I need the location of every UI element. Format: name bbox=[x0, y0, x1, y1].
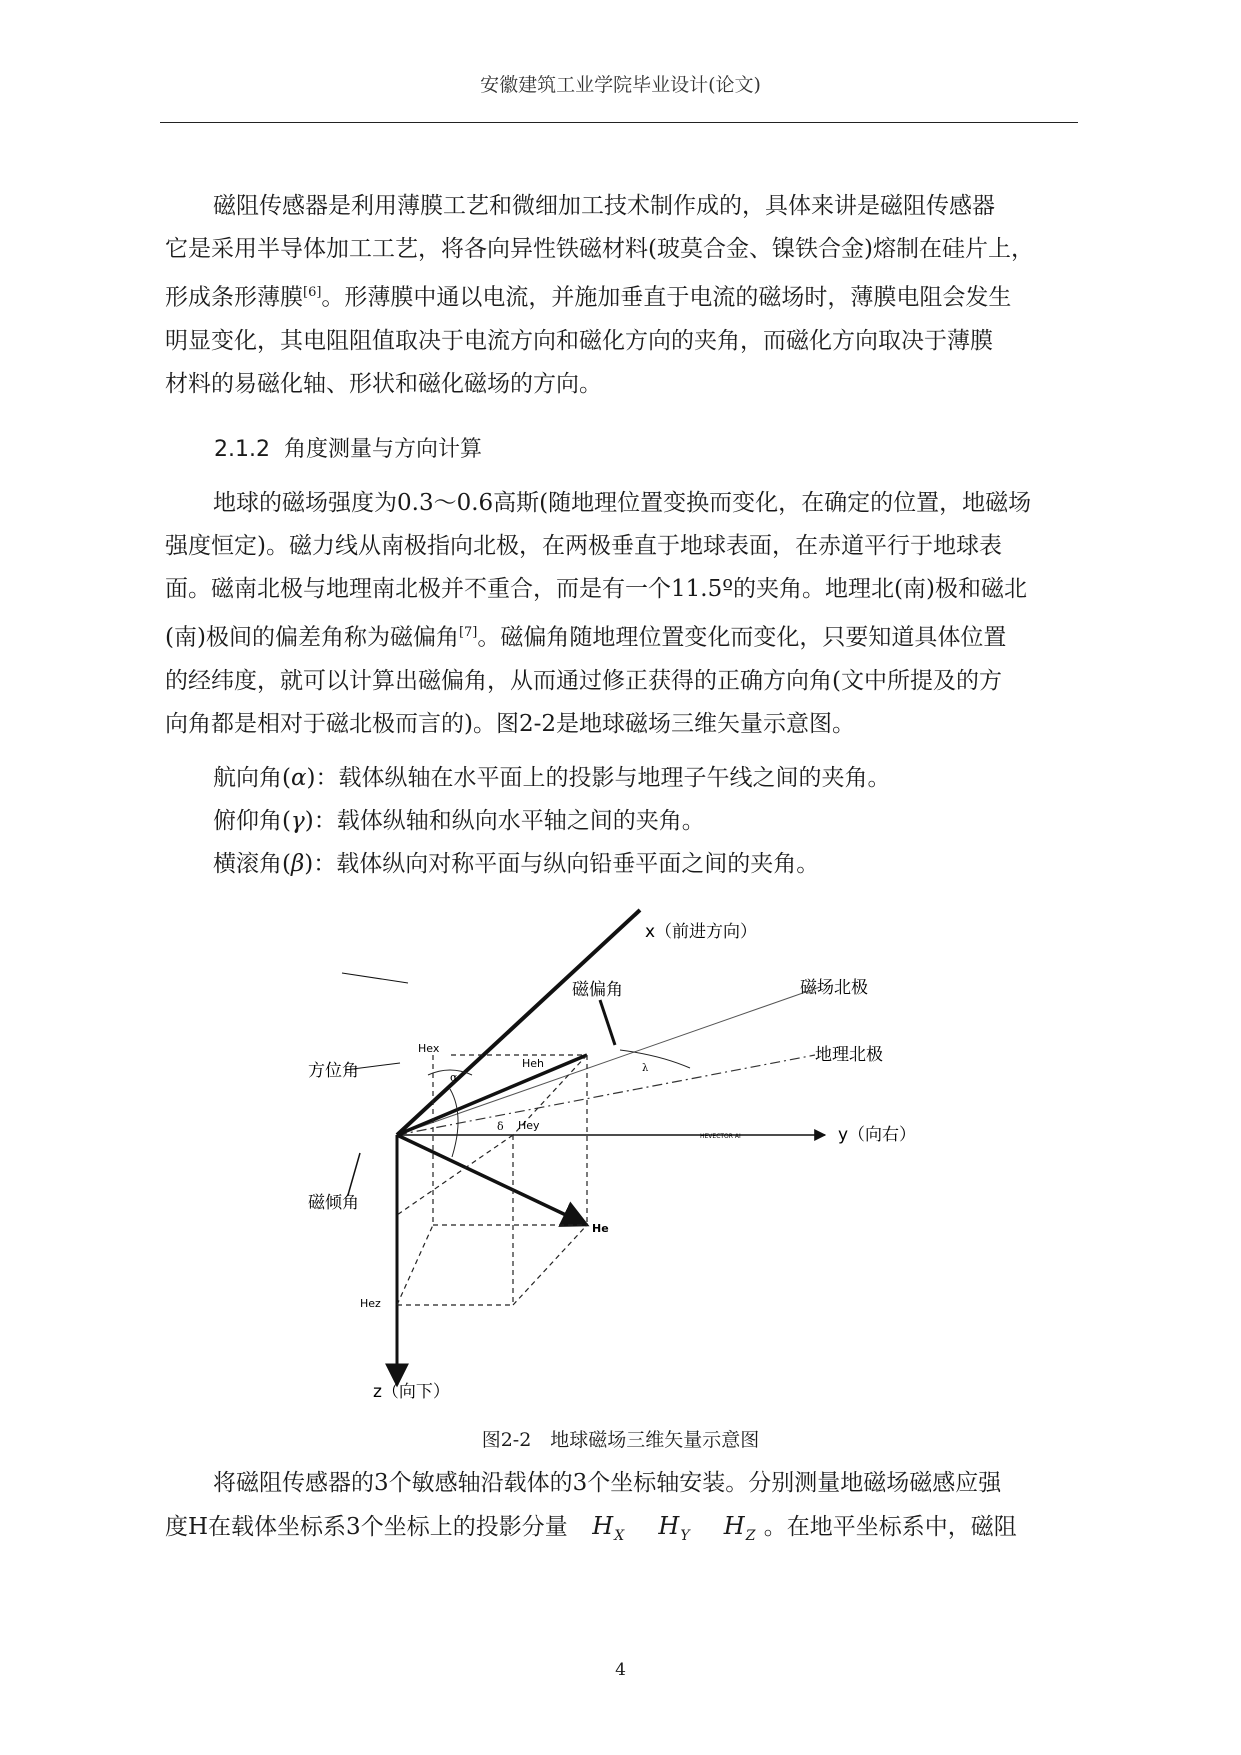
inclination-label: 磁倾角 bbox=[308, 1193, 359, 1213]
heh-vector bbox=[397, 1055, 587, 1135]
inclination-leader bbox=[348, 1153, 360, 1195]
paragraph-earth-field bbox=[165, 482, 1075, 746]
para2-line-6: 向角都是相对于磁北极而言的)。图2-2是地球磁场三维矢量示意图。 bbox=[165, 710, 856, 737]
vector-tag: HEVECTOR AI bbox=[700, 1133, 741, 1140]
hy-term: $H_Y$ bbox=[658, 1512, 691, 1544]
declination-arc bbox=[620, 1050, 690, 1068]
para1-line-4: 明显变化，其电阻阻值取决于电流方向和磁化方向的夹角，而磁化方向取决于薄膜 bbox=[165, 327, 993, 354]
magnetic-north-label: 磁场北极 bbox=[800, 978, 868, 998]
para2-line-2: 强度恒定)。磁力线从南极指向北极，在两极垂直于地球表面，在赤道平行于地球表 bbox=[165, 533, 1002, 559]
citation-6: [6] bbox=[303, 285, 322, 300]
para1-line-1: 磁阻传感器是利用薄膜工艺和微细加工技术制作成的，具体来讲是磁阻传感器 bbox=[213, 193, 995, 219]
hey-label: Hey bbox=[518, 1119, 540, 1132]
azimuth-label: 方位角 bbox=[308, 1061, 359, 1081]
para3-line-2: 度H在载体坐标系3个坐标上的投影分量 $H_X$ $H_Y$ $H_Z$ 。在地平坐标系中，磁阻 bbox=[165, 1512, 1017, 1544]
citation-7: [7] bbox=[458, 625, 478, 640]
geographic-north-label: 地理北极 bbox=[815, 1045, 883, 1065]
x-axis-label: x（前进方向） bbox=[645, 922, 758, 942]
paragraph-sensor-axes bbox=[165, 1462, 1075, 1558]
page-number: 4 bbox=[615, 1660, 626, 1680]
definition-pitch-angle: 俯仰角(γ)：载体纵轴和纵向水平轴之间的夹角。 bbox=[213, 808, 705, 834]
y-axis-label: y（向右） bbox=[838, 1125, 917, 1145]
section-heading bbox=[214, 432, 482, 463]
para2-line-5: 的经纬度，就可以计算出磁偏角，从而通过修正获得的正确方向角(文中所提及的方 bbox=[165, 667, 1002, 694]
he-vector bbox=[397, 1135, 587, 1225]
hx-term: $H_X$ bbox=[592, 1512, 626, 1544]
para1-line-2: 它是采用半导体加工工艺，将各向异性铁磁材料(玻莫合金、镍铁合金)熔制在硅片上， bbox=[165, 236, 1034, 262]
para1-line-3: 形成条形薄膜[6]。形薄膜中通以电流，并施加垂直于电流的磁场时，薄膜电阻会发生 bbox=[165, 284, 1012, 311]
para2-line-4: (南)极间的偏差角称为磁偏角[7]。磁偏角随地理位置变化而变化，只要知道具体位置 bbox=[165, 624, 1007, 651]
geographic-north-line bbox=[397, 1055, 815, 1135]
definition-heading-angle: 航向角(α)：载体纵轴在水平面上的投影与地理子午线之间的夹角。 bbox=[213, 765, 891, 791]
paragraph-magnetoresistive-sensor bbox=[165, 185, 1075, 406]
hex-label: Hex bbox=[418, 1042, 440, 1055]
he-label: He bbox=[592, 1222, 609, 1235]
magnetic-north-line bbox=[397, 987, 820, 1135]
header-rule bbox=[160, 122, 1078, 123]
z-axis-label: z（向下） bbox=[373, 1382, 450, 1402]
para2-line-1: 地球的磁场强度为0.3～0.6高斯(随地理位置变换而变化，在确定的位置，地磁场 bbox=[213, 490, 1032, 516]
para1-line-5: 材料的易磁化轴、形状和磁化磁场的方向。 bbox=[165, 370, 602, 397]
hz-term: $H_Z$ bbox=[723, 1512, 757, 1544]
declination-leader bbox=[600, 1000, 615, 1045]
azimuth-leader bbox=[342, 973, 408, 983]
page-header: 安徽建筑工业学院毕业设计(论文) bbox=[480, 74, 761, 96]
para3-line-1: 将磁阻传感器的3个敏感轴沿载体的3个坐标轴安装。分别测量地磁场磁感应强 bbox=[213, 1470, 1002, 1496]
para2-line-3: 面。磁南北极与地理南北极并不重合，而是有一个11.5º的夹角。地理北(南)极和磁北 bbox=[165, 576, 1027, 602]
section-title: 角度测量与方向计算 bbox=[283, 437, 482, 462]
declination-label: 磁偏角 bbox=[572, 980, 623, 1000]
hez-label: Hez bbox=[360, 1297, 381, 1310]
section-number: 2.1.2 bbox=[214, 437, 270, 462]
definition-roll-angle: 横滚角(β)：载体纵向对称平面与纵向铅垂平面之间的夹角。 bbox=[213, 851, 820, 877]
heh-label: Heh bbox=[522, 1057, 545, 1070]
angle-definitions bbox=[165, 757, 1075, 886]
figure-caption: 图2-2 地球磁场三维矢量示意图 bbox=[481, 1429, 760, 1451]
delta-symbol: δ bbox=[497, 1120, 504, 1133]
earth-magnetic-field-3d-vector-diagram bbox=[300, 885, 940, 1405]
lambda-symbol: λ bbox=[642, 1063, 649, 1074]
alpha-symbol: α bbox=[450, 1071, 458, 1084]
